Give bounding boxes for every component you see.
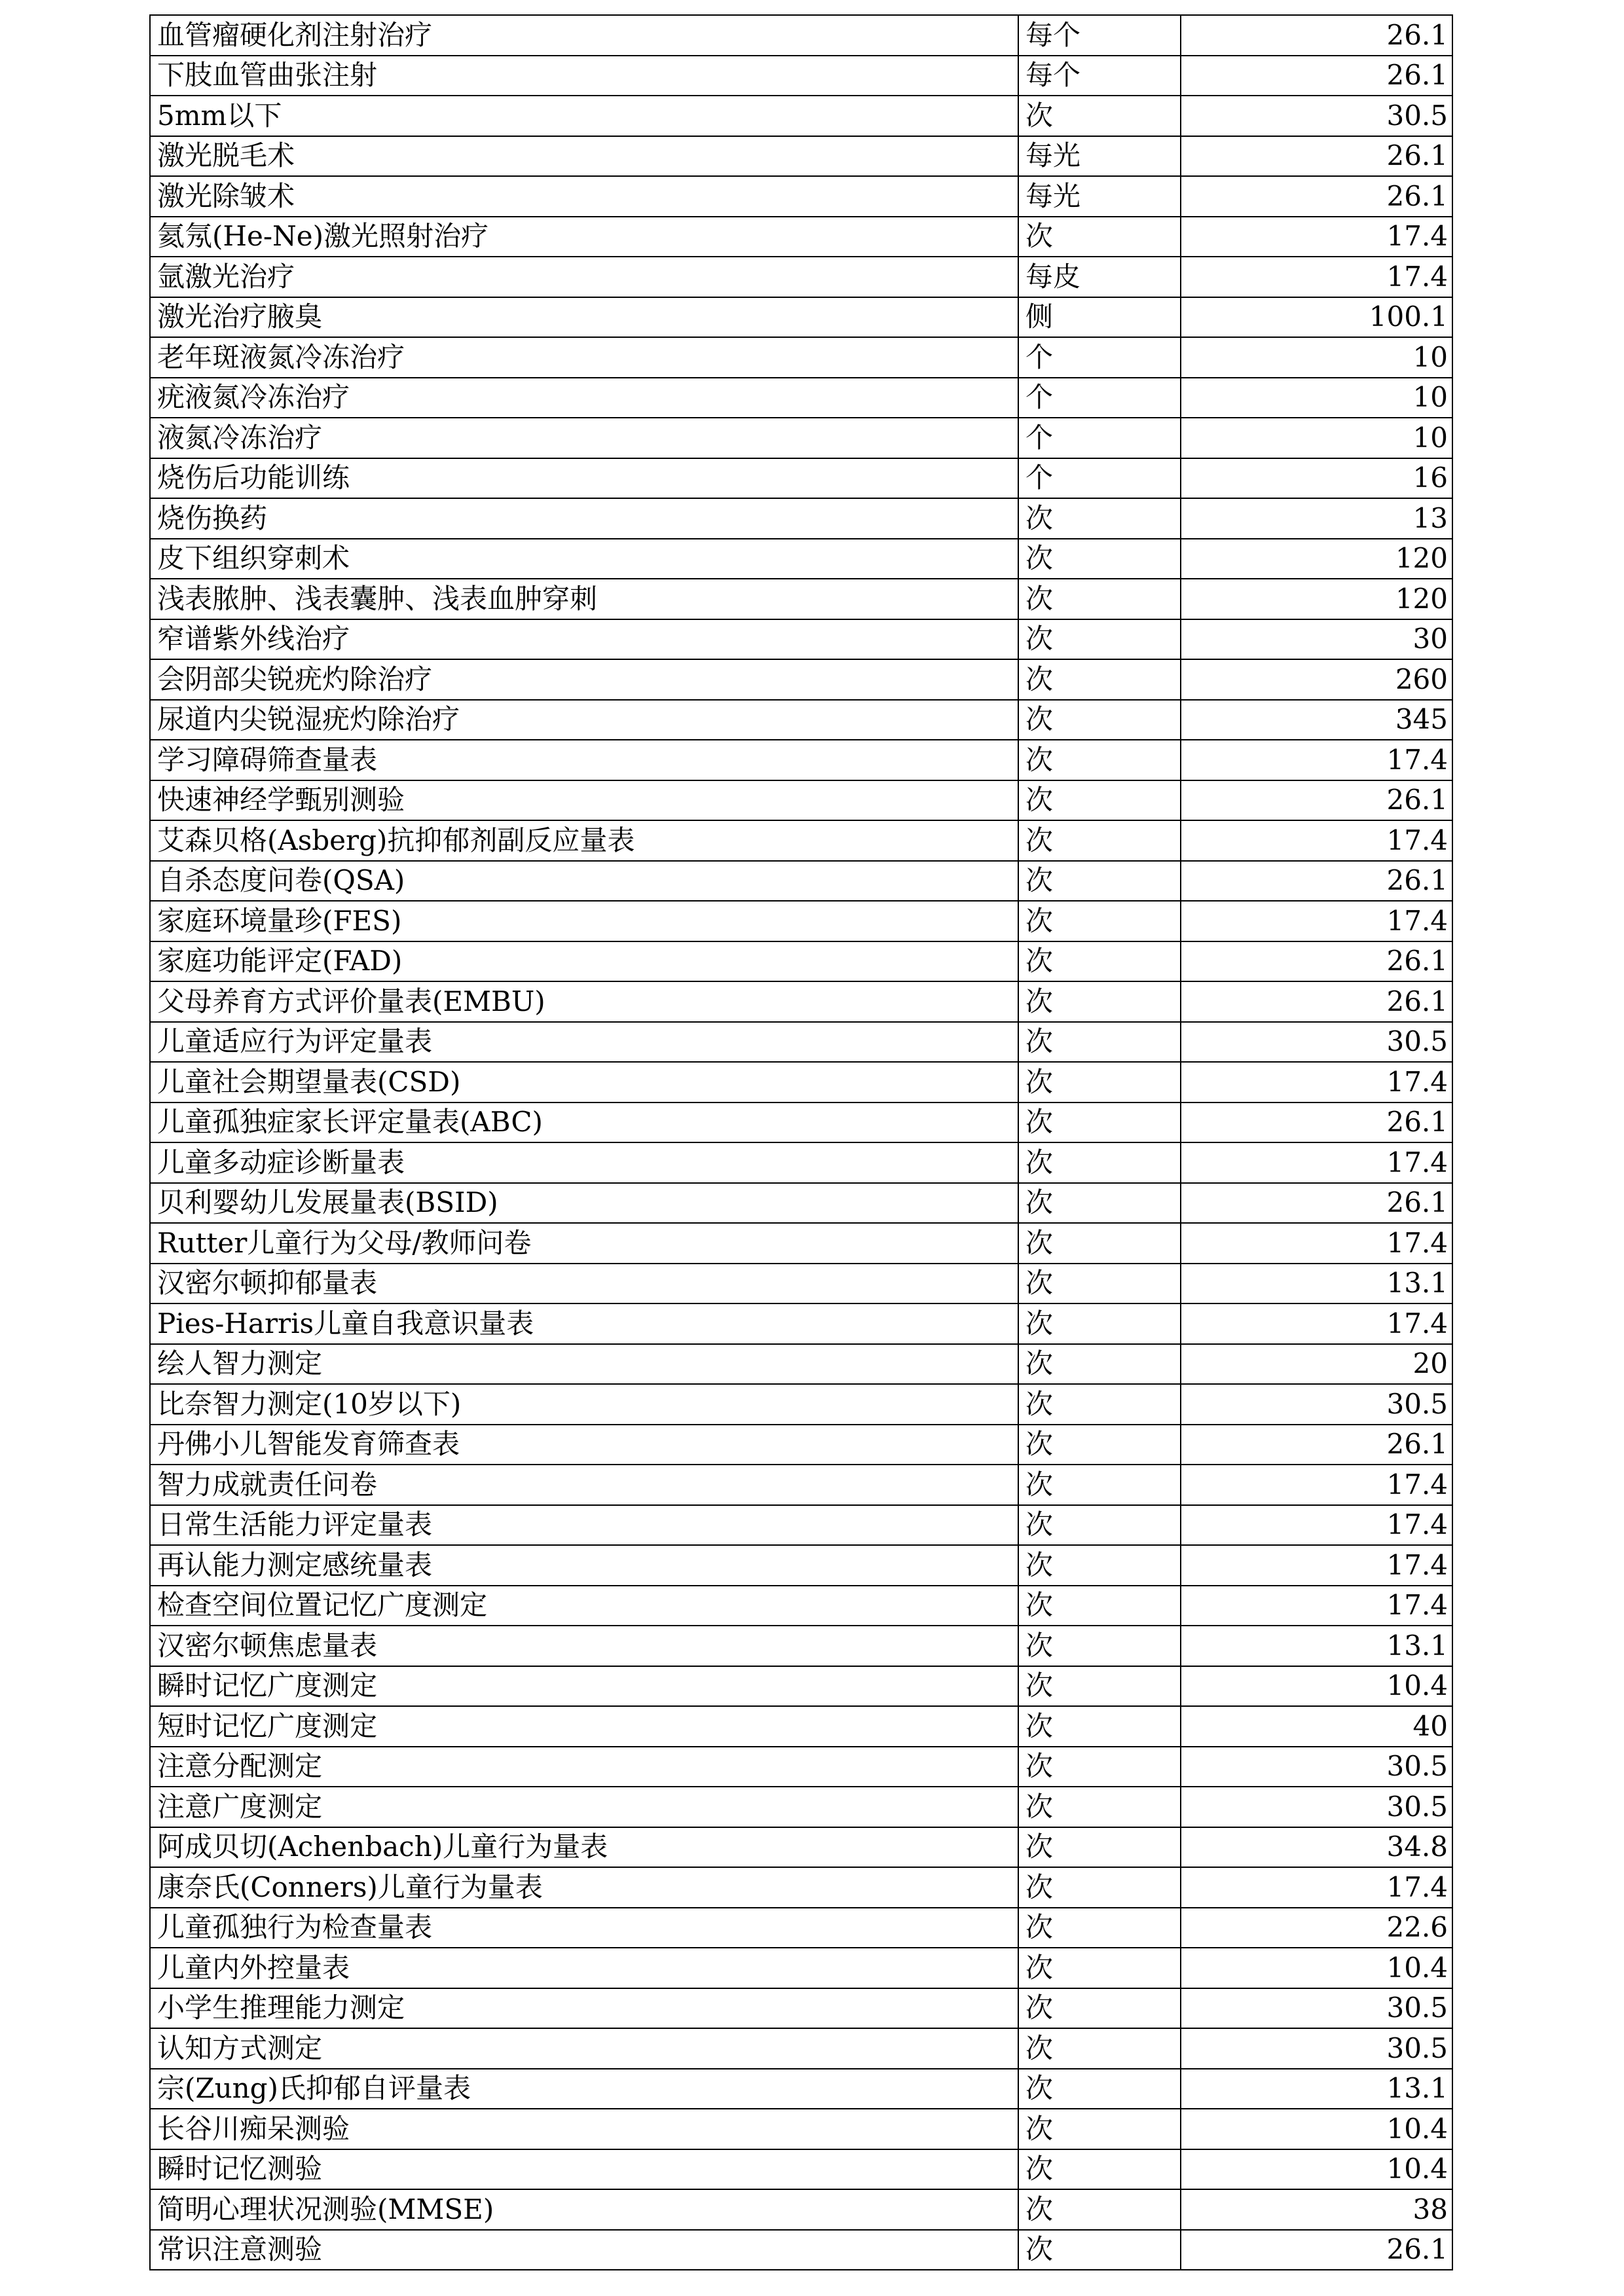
- price-cell: 26.1: [1181, 136, 1452, 177]
- table-row: [150, 820, 1452, 861]
- table-row: [150, 297, 1452, 338]
- price-cell: 17.4: [1181, 1545, 1452, 1586]
- price-cell: 30.5: [1181, 2028, 1452, 2069]
- table-row: [150, 2149, 1452, 2190]
- price-cell: 30.5: [1181, 1787, 1452, 1827]
- item-name-cell: 艾森贝格(Asberg)抗抑郁剂副反应量表: [150, 820, 1018, 861]
- unit-cell: 次: [1018, 579, 1181, 619]
- item-name-cell: 认知方式测定: [150, 2028, 1018, 2069]
- table-row: [150, 136, 1452, 177]
- table-row: [150, 2109, 1452, 2149]
- table-row: [150, 1626, 1452, 1666]
- table-row: [150, 1505, 1452, 1546]
- item-name-cell: 汉密尔顿焦虑量表: [150, 1626, 1018, 1666]
- price-cell: 26.1: [1181, 1425, 1452, 1465]
- price-cell: 16: [1181, 458, 1452, 499]
- table-row: [150, 659, 1452, 700]
- table-row: [150, 1465, 1452, 1505]
- price-cell: 26.1: [1181, 1102, 1452, 1143]
- unit-cell: 次: [1018, 1102, 1181, 1143]
- price-cell: 17.4: [1181, 257, 1452, 297]
- table-row: [150, 257, 1452, 297]
- unit-cell: 次: [1018, 780, 1181, 821]
- item-name-cell: 丹佛小儿智能发育筛查表: [150, 1425, 1018, 1465]
- table-row: [150, 217, 1452, 257]
- price-cell: 26.1: [1181, 2230, 1452, 2270]
- table-row: [150, 2069, 1452, 2109]
- item-name-cell: 激光脱毛术: [150, 136, 1018, 177]
- item-name-cell: 汉密尔顿抑郁量表: [150, 1264, 1018, 1304]
- table-row: [150, 1425, 1452, 1465]
- item-name-cell: 注意广度测定: [150, 1787, 1018, 1827]
- unit-cell: 次: [1018, 2028, 1181, 2069]
- price-cell: 10: [1181, 378, 1452, 418]
- item-name-cell: 绘人智力测定: [150, 1344, 1018, 1385]
- unit-cell: 次: [1018, 498, 1181, 539]
- unit-cell: 次: [1018, 1344, 1181, 1385]
- unit-cell: 次: [1018, 1022, 1181, 1063]
- price-cell: 13.1: [1181, 2069, 1452, 2109]
- price-cell: 17.4: [1181, 1465, 1452, 1505]
- item-name-cell: 血管瘤硬化剂注射治疗: [150, 15, 1018, 56]
- item-name-cell: 阿成贝切(Achenbach)儿童行为量表: [150, 1827, 1018, 1868]
- item-name-cell: 简明心理状况测验(MMSE): [150, 2189, 1018, 2230]
- table-row: [150, 1545, 1452, 1586]
- item-name-cell: 康奈氏(Conners)儿童行为量表: [150, 1867, 1018, 1908]
- price-cell: 26.1: [1181, 780, 1452, 821]
- table-row: [150, 498, 1452, 539]
- unit-cell: 次: [1018, 619, 1181, 660]
- item-name-cell: 再认能力测定感统量表: [150, 1545, 1018, 1586]
- price-cell: 17.4: [1181, 740, 1452, 780]
- item-name-cell: Pies-Harris儿童自我意识量表: [150, 1303, 1018, 1344]
- table-row: [150, 2230, 1452, 2270]
- item-name-cell: 智力成就责任问卷: [150, 1465, 1018, 1505]
- item-name-cell: 烧伤换药: [150, 498, 1018, 539]
- price-table: [149, 14, 1453, 2270]
- price-table-body: [150, 15, 1452, 2270]
- price-cell: 17.4: [1181, 1142, 1452, 1183]
- unit-cell: 次: [1018, 1062, 1181, 1102]
- unit-cell: 次: [1018, 96, 1181, 136]
- item-name-cell: 儿童内外控量表: [150, 1948, 1018, 1988]
- table-row: [150, 981, 1452, 1022]
- unit-cell: 次: [1018, 861, 1181, 902]
- item-name-cell: 长谷川痴呆测验: [150, 2109, 1018, 2149]
- unit-cell: 次: [1018, 1827, 1181, 1868]
- item-name-cell: Rutter儿童行为父母/教师问卷: [150, 1223, 1018, 1264]
- item-name-cell: 快速神经学甄别测验: [150, 780, 1018, 821]
- price-cell: 10: [1181, 337, 1452, 378]
- item-name-cell: 常识注意测验: [150, 2230, 1018, 2270]
- unit-cell: 次: [1018, 1505, 1181, 1546]
- table-row: [150, 941, 1452, 982]
- table-row: [150, 1908, 1452, 1948]
- item-name-cell: 父母养育方式评价量表(EMBU): [150, 981, 1018, 1022]
- item-name-cell: 贝利婴幼儿发展量表(BSID): [150, 1183, 1018, 1224]
- item-name-cell: 尿道内尖锐湿疣灼除治疗: [150, 700, 1018, 740]
- unit-cell: 次: [1018, 1787, 1181, 1827]
- unit-cell: 每光: [1018, 136, 1181, 177]
- unit-cell: 次: [1018, 1626, 1181, 1666]
- table-row: [150, 1787, 1452, 1827]
- price-cell: 10.4: [1181, 1666, 1452, 1707]
- item-name-cell: 瞬时记忆测验: [150, 2149, 1018, 2190]
- table-row: [150, 1666, 1452, 1707]
- item-name-cell: 儿童多动症诊断量表: [150, 1142, 1018, 1183]
- price-cell: 17.4: [1181, 1505, 1452, 1546]
- unit-cell: 次: [1018, 539, 1181, 579]
- price-cell: 120: [1181, 579, 1452, 619]
- table-row: [150, 1867, 1452, 1908]
- unit-cell: 次: [1018, 217, 1181, 257]
- price-cell: 38: [1181, 2189, 1452, 2230]
- price-cell: 10: [1181, 418, 1452, 458]
- price-cell: 17.4: [1181, 1223, 1452, 1264]
- price-cell: 17.4: [1181, 901, 1452, 941]
- price-cell: 100.1: [1181, 297, 1452, 338]
- table-row: [150, 619, 1452, 660]
- table-row: [150, 1948, 1452, 1988]
- item-name-cell: 皮下组织穿刺术: [150, 539, 1018, 579]
- unit-cell: 次: [1018, 700, 1181, 740]
- table-row: [150, 579, 1452, 619]
- unit-cell: 每光: [1018, 176, 1181, 217]
- price-cell: 26.1: [1181, 981, 1452, 1022]
- unit-cell: 次: [1018, 1303, 1181, 1344]
- table-row: [150, 1586, 1452, 1626]
- item-name-cell: 短时记忆广度测定: [150, 1706, 1018, 1747]
- item-name-cell: 儿童适应行为评定量表: [150, 1022, 1018, 1063]
- price-cell: 17.4: [1181, 1867, 1452, 1908]
- unit-cell: 次: [1018, 981, 1181, 1022]
- price-cell: 120: [1181, 539, 1452, 579]
- item-name-cell: 儿童孤独行为检查量表: [150, 1908, 1018, 1948]
- item-name-cell: 日常生活能力评定量表: [150, 1505, 1018, 1546]
- unit-cell: 次: [1018, 1183, 1181, 1224]
- item-name-cell: 学习障碍筛查量表: [150, 740, 1018, 780]
- price-cell: 30.5: [1181, 1384, 1452, 1425]
- table-row: [150, 539, 1452, 579]
- item-name-cell: 注意分配测定: [150, 1747, 1018, 1787]
- price-cell: 260: [1181, 659, 1452, 700]
- table-row: [150, 418, 1452, 458]
- price-cell: 345: [1181, 700, 1452, 740]
- price-cell: 26.1: [1181, 56, 1452, 96]
- item-name-cell: 家庭环境量珍(FES): [150, 901, 1018, 941]
- table-row: [150, 176, 1452, 217]
- unit-cell: 次: [1018, 1747, 1181, 1787]
- unit-cell: 个: [1018, 337, 1181, 378]
- item-name-cell: 5mm以下: [150, 96, 1018, 136]
- price-cell: 17.4: [1181, 820, 1452, 861]
- price-cell: 40: [1181, 1706, 1452, 1747]
- unit-cell: 次: [1018, 1264, 1181, 1304]
- unit-cell: 每个: [1018, 56, 1181, 96]
- unit-cell: 次: [1018, 1666, 1181, 1707]
- unit-cell: 次: [1018, 1425, 1181, 1465]
- item-name-cell: 宗(Zung)氏抑郁自评量表: [150, 2069, 1018, 2109]
- table-row: [150, 1062, 1452, 1102]
- unit-cell: 次: [1018, 1867, 1181, 1908]
- price-cell: 13: [1181, 498, 1452, 539]
- price-cell: 13.1: [1181, 1626, 1452, 1666]
- unit-cell: 次: [1018, 941, 1181, 982]
- unit-cell: 次: [1018, 2230, 1181, 2270]
- price-cell: 10.4: [1181, 1948, 1452, 1988]
- table-row: [150, 1183, 1452, 1224]
- table-row: [150, 1747, 1452, 1787]
- item-name-cell: 窄谱紫外线治疗: [150, 619, 1018, 660]
- unit-cell: 次: [1018, 2149, 1181, 2190]
- item-name-cell: 激光治疗腋臭: [150, 297, 1018, 338]
- table-row: [150, 1223, 1452, 1264]
- table-row: [150, 1102, 1452, 1143]
- price-cell: 10.4: [1181, 2149, 1452, 2190]
- item-name-cell: 比奈智力测定(10岁以下): [150, 1384, 1018, 1425]
- item-name-cell: 疣液氮冷冻治疗: [150, 378, 1018, 418]
- table-row: [150, 861, 1452, 902]
- price-cell: 22.6: [1181, 1908, 1452, 1948]
- item-name-cell: 儿童孤独症家长评定量表(ABC): [150, 1102, 1018, 1143]
- table-row: [150, 1264, 1452, 1304]
- table-row: [150, 337, 1452, 378]
- table-row: [150, 15, 1452, 56]
- item-name-cell: 瞬时记忆广度测定: [150, 1666, 1018, 1707]
- unit-cell: 次: [1018, 901, 1181, 941]
- price-cell: 30.5: [1181, 96, 1452, 136]
- unit-cell: 每皮: [1018, 257, 1181, 297]
- price-cell: 17.4: [1181, 1062, 1452, 1102]
- price-cell: 30.5: [1181, 1988, 1452, 2029]
- item-name-cell: 氩激光治疗: [150, 257, 1018, 297]
- table-row: [150, 56, 1452, 96]
- item-name-cell: 家庭功能评定(FAD): [150, 941, 1018, 982]
- unit-cell: 次: [1018, 659, 1181, 700]
- unit-cell: 次: [1018, 1223, 1181, 1264]
- unit-cell: 次: [1018, 1948, 1181, 1988]
- item-name-cell: 下肢血管曲张注射: [150, 56, 1018, 96]
- unit-cell: 个: [1018, 378, 1181, 418]
- item-name-cell: 激光除皱术: [150, 176, 1018, 217]
- price-cell: 34.8: [1181, 1827, 1452, 1868]
- price-cell: 20: [1181, 1344, 1452, 1385]
- item-name-cell: 烧伤后功能训练: [150, 458, 1018, 499]
- item-name-cell: 老年斑液氮冷冻治疗: [150, 337, 1018, 378]
- table-row: [150, 1384, 1452, 1425]
- item-name-cell: 氦氖(He-Ne)激光照射治疗: [150, 217, 1018, 257]
- unit-cell: 个: [1018, 458, 1181, 499]
- price-cell: 30.5: [1181, 1747, 1452, 1787]
- price-cell: 26.1: [1181, 1183, 1452, 1224]
- item-name-cell: 小学生推理能力测定: [150, 1988, 1018, 2029]
- price-cell: 17.4: [1181, 217, 1452, 257]
- unit-cell: 次: [1018, 1384, 1181, 1425]
- price-cell: 30: [1181, 619, 1452, 660]
- price-cell: 10.4: [1181, 2109, 1452, 2149]
- unit-cell: 次: [1018, 1142, 1181, 1183]
- unit-cell: 侧: [1018, 297, 1181, 338]
- price-cell: 17.4: [1181, 1303, 1452, 1344]
- unit-cell: 次: [1018, 2189, 1181, 2230]
- item-name-cell: 浅表脓肿、浅表囊肿、浅表血肿穿刺: [150, 579, 1018, 619]
- price-cell: 26.1: [1181, 176, 1452, 217]
- unit-cell: 次: [1018, 2069, 1181, 2109]
- price-cell: 30.5: [1181, 1022, 1452, 1063]
- unit-cell: 次: [1018, 820, 1181, 861]
- item-name-cell: 检查空间位置记忆广度测定: [150, 1586, 1018, 1626]
- price-cell: 26.1: [1181, 15, 1452, 56]
- price-cell: 13.1: [1181, 1264, 1452, 1304]
- item-name-cell: 自杀态度问卷(QSA): [150, 861, 1018, 902]
- unit-cell: 次: [1018, 2109, 1181, 2149]
- table-row: [150, 740, 1452, 780]
- item-name-cell: 液氮冷冻治疗: [150, 418, 1018, 458]
- unit-cell: 次: [1018, 1908, 1181, 1948]
- table-row: [150, 1303, 1452, 1344]
- price-cell: 26.1: [1181, 941, 1452, 982]
- unit-cell: 次: [1018, 1586, 1181, 1626]
- table-row: [150, 1988, 1452, 2029]
- table-row: [150, 780, 1452, 821]
- price-cell: 26.1: [1181, 861, 1452, 902]
- price-cell: 17.4: [1181, 1586, 1452, 1626]
- unit-cell: 每个: [1018, 15, 1181, 56]
- unit-cell: 次: [1018, 1465, 1181, 1505]
- table-row: [150, 96, 1452, 136]
- unit-cell: 次: [1018, 740, 1181, 780]
- table-row: [150, 700, 1452, 740]
- table-row: [150, 458, 1452, 499]
- table-row: [150, 1022, 1452, 1063]
- unit-cell: 次: [1018, 1988, 1181, 2029]
- item-name-cell: 会阴部尖锐疣灼除治疗: [150, 659, 1018, 700]
- unit-cell: 次: [1018, 1545, 1181, 1586]
- table-row: [150, 1344, 1452, 1385]
- unit-cell: 次: [1018, 1706, 1181, 1747]
- table-row: [150, 1706, 1452, 1747]
- table-row: [150, 901, 1452, 941]
- table-row: [150, 1142, 1452, 1183]
- table-row: [150, 378, 1452, 418]
- item-name-cell: 儿童社会期望量表(CSD): [150, 1062, 1018, 1102]
- table-row: [150, 1827, 1452, 1868]
- table-row: [150, 2028, 1452, 2069]
- unit-cell: 个: [1018, 418, 1181, 458]
- table-row: [150, 2189, 1452, 2230]
